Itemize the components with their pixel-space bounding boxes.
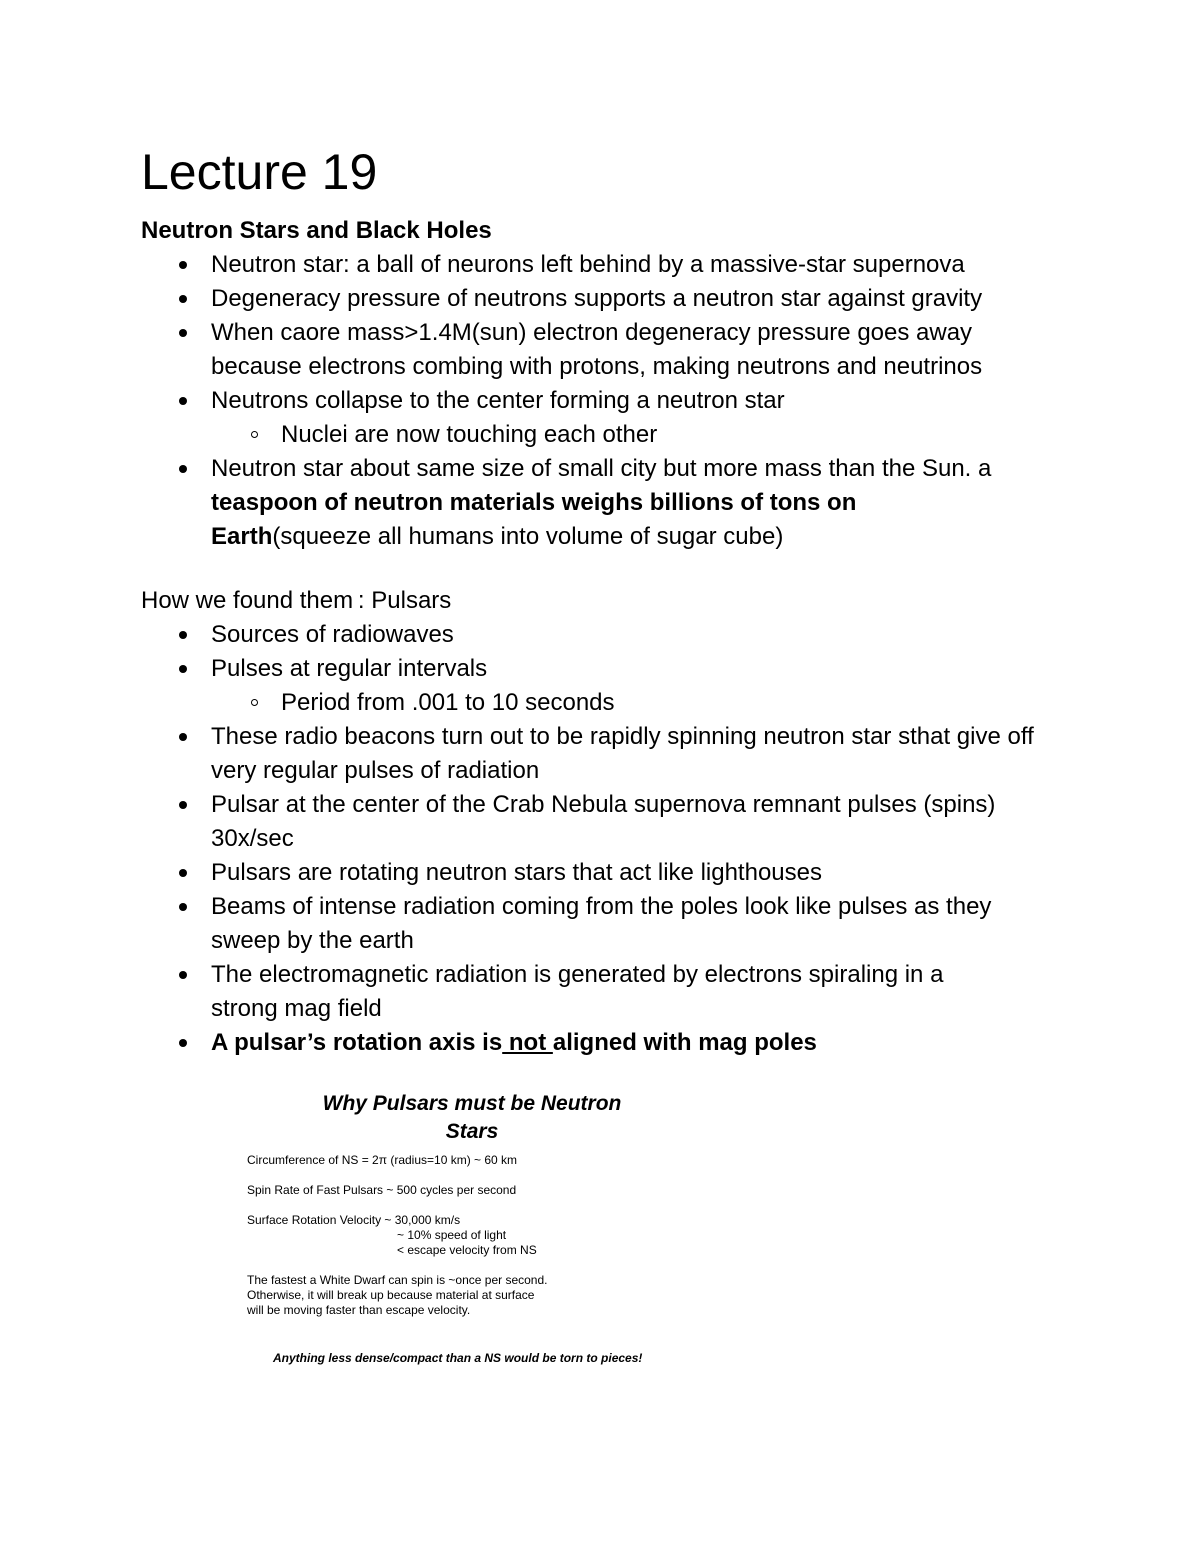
- figure-line: Spin Rate of Fast Pulsars ~ 500 cycles per second: [247, 1183, 517, 1197]
- figure-line: ~ 10% speed of light: [397, 1228, 507, 1242]
- list-item: Degeneracy pressure of neutrons supports a neutron star against gravity: [141, 282, 1061, 316]
- figure-line: Otherwise, it will break up because material at surface: [247, 1288, 535, 1302]
- list-item: The electromagnetic radiation is generated by electrons spiraling in a strong mag field: [141, 958, 1061, 1026]
- page-title: Lecture 19: [141, 144, 378, 200]
- list-item: When caore mass>1.4M(sun) electron degeneracy pressure goes away because electrons combing with protons, making neutrons and neutrinos: [141, 316, 1061, 384]
- pulsar-figure: [247, 1090, 687, 1365]
- list-item: Sources of radiowaves: [141, 618, 1061, 652]
- sub-list: [211, 686, 1061, 720]
- sub-list: [211, 418, 1061, 452]
- list-item: A pulsar’s rotation axis is not aligned with mag poles: [141, 1026, 1061, 1060]
- list-item: Neutron star about same size of small city but more mass than the Sun. a teaspoon of neutron materials weighs billions of tons on Earth(squeeze all humans into volume of sugar cube): [141, 452, 1061, 554]
- figure-line: will be moving faster than escape velocity.: [247, 1303, 471, 1317]
- figure-line: < escape velocity from NS: [397, 1243, 537, 1257]
- figure-line: Circumference of NS = 2π (radius=10 km) ~ 60 km: [247, 1153, 518, 1167]
- pulsars-list: [141, 618, 1061, 1060]
- list-item: Pulsar at the center of the Crab Nebula supernova remnant pulses (spins) 30x/sec: [141, 788, 1061, 856]
- list-item: Pulsars are rotating neutron stars that act like lighthouses: [141, 856, 1061, 890]
- figure-line: Surface Rotation Velocity ~ 30,000 km/s: [247, 1213, 461, 1227]
- section-heading-neutron-stars: Neutron Stars and Black Holes: [141, 217, 492, 244]
- sub-list-item: Nuclei are now touching each other: [211, 418, 1061, 452]
- section-heading-pulsars: How we found them : Pulsars: [141, 587, 452, 614]
- sub-list-item: Period from .001 to 10 seconds: [211, 686, 1061, 720]
- figure-line: The fastest a White Dwarf can spin is ~once per second.: [247, 1273, 548, 1287]
- bold-emphasis: teaspoon of neutron materials weighs billions of tons on Earth: [211, 489, 857, 550]
- underlined-not: not: [502, 1029, 553, 1056]
- figure-title: Why Pulsars must be Neutron Stars: [322, 1092, 622, 1143]
- list-item: Neutrons collapse to the center forming a neutron star Nuclei are now touching each other: [141, 384, 1061, 452]
- neutron-stars-list: [141, 248, 1061, 554]
- figure-footer: Anything less dense/compact than a NS would be torn to pieces!: [273, 1351, 643, 1365]
- list-item: Neutron star: a ball of neurons left behind by a massive-star supernova: [141, 248, 1061, 282]
- list-item: Beams of intense radiation coming from the poles look like pulses as they sweep by the earth: [141, 890, 1061, 958]
- list-item: Pulses at regular intervals Period from .001 to 10 seconds: [141, 652, 1061, 720]
- list-item: These radio beacons turn out to be rapidly spinning neutron star sthat give off very regular pulses of radiation: [141, 720, 1061, 788]
